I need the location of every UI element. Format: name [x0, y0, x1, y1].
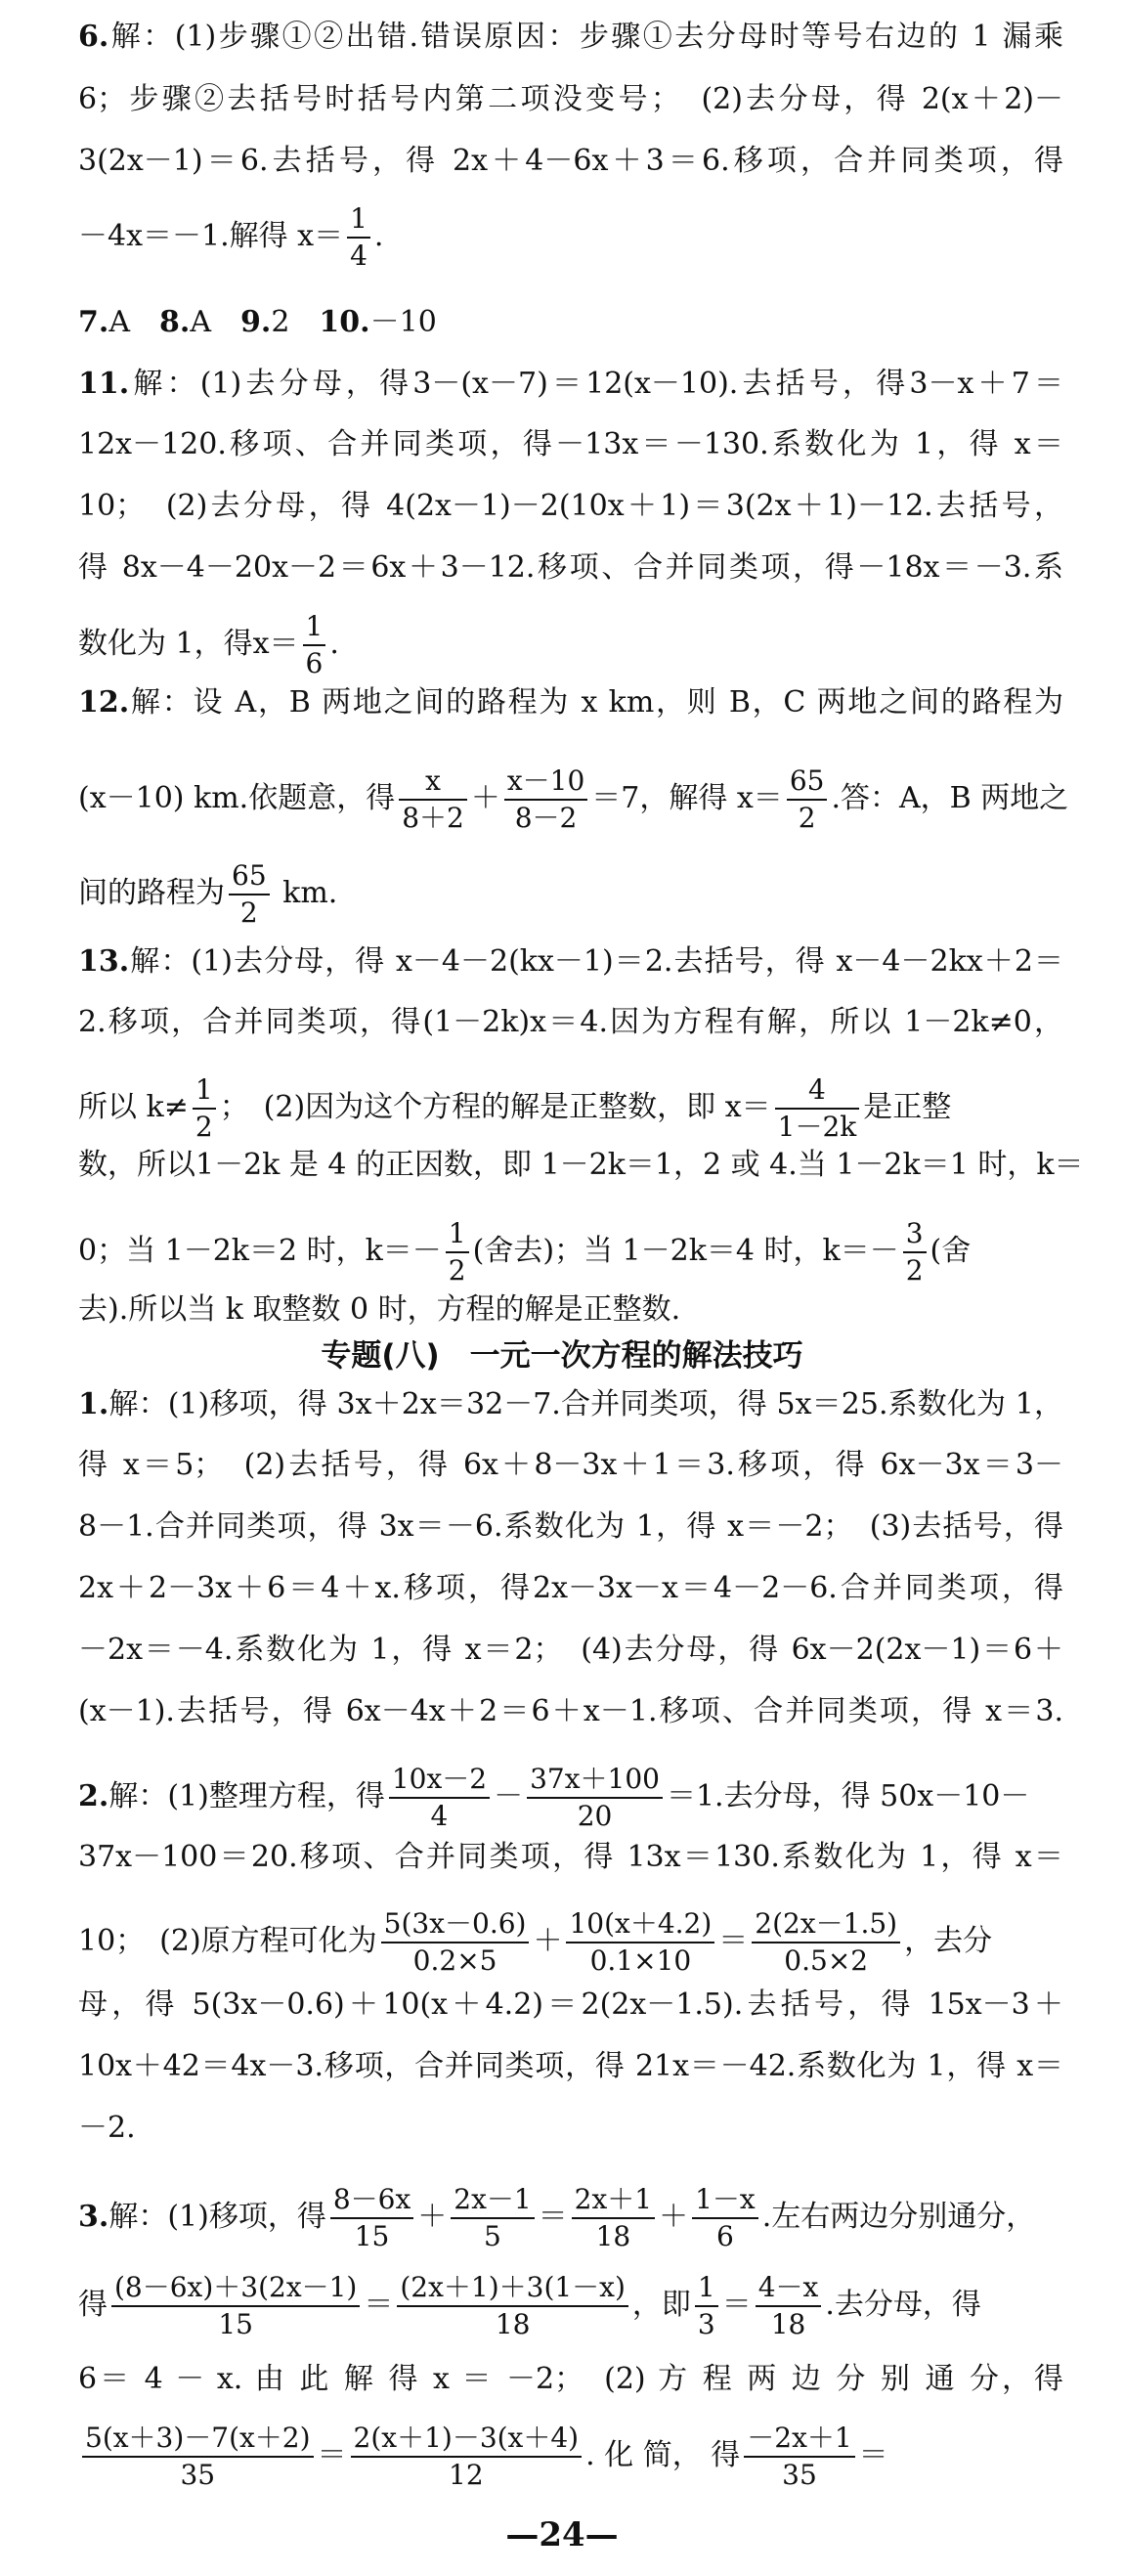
page-number: —24— — [505, 2515, 619, 2554]
fraction: $\frac{x-10}{8-2}$ — [504, 764, 587, 836]
q2-line-4: 母，得 5(3x－0.6)＋10(x＋4.2)＝2(2x－1.5).去括号，得 15x－3＋ — [78, 1987, 1063, 2022]
p11-line-3: 10； (2)去分母，得 4(2x－1)－2(10x＋1)＝3(2x＋1)－12.去括号， — [78, 489, 1063, 523]
p11-line-2: 12x－120.移项、合并同类项，得－13x＝－130.系数化为 1，得 x＝ — [78, 427, 1063, 461]
q1-line-5: －2x＝－4.系数化为 1，得 x＝2； (4)去分母，得 6x－2(2x－1)＝6＋ — [78, 1633, 1063, 1667]
fraction: $\frac{2(2x-1.5)}{0.5\times 2}$ — [752, 1906, 900, 1979]
p13-line-1: 13.解：(1)去分母，得 x－4－2(kx－1)＝2.去括号，得 x－4－2kx＋2＝ — [78, 944, 1063, 979]
q3-line-3: 6＝ 4 － x. 由 此 解 得 x ＝ －2； (2) 方 程 两 边 分 别 通 分，得 — [78, 2362, 1063, 2396]
fraction: $\frac{5(x+3)-7(x+2)}{35}$ — [82, 2421, 314, 2493]
q2-line-3: 10； (2)原方程可化为 $\frac{5(3x-0.6)}{0.2\times 5}$ ＋ $\frac{10(x+4.2)}{0.1\times 10}$ ＝ $\frac{2(2x-1.5)}{0.5\times 2}$ ，去分 — [78, 1907, 993, 1977]
p11-line-4: 得 8x－4－20x－2＝6x＋3－12.移项、合并同类项，得－18x＝－3.系 — [78, 550, 1063, 585]
fraction: $\frac{37x+100}{20}$ — [527, 1762, 663, 1834]
p11-line-1: 11.解：(1)去分母，得3－(x－7)＝12(x－10).去括号，得3－x＋7＝ — [78, 367, 1063, 401]
p6-line-1: 6.解：(1)步骤①②出错.错误原因：步骤①去分母时等号右边的 1 漏乘 — [78, 20, 1063, 54]
fraction: $\frac{65}{2}$ — [229, 858, 270, 931]
fraction: $\frac{(2x+1)+3(1-x)}{18}$ — [397, 2270, 628, 2342]
fraction: $\frac{10x-2}{4}$ — [389, 1762, 490, 1834]
fraction: $\frac{x}{8+2}$ — [399, 764, 467, 836]
fraction: $\frac{1}{2}$ — [193, 1072, 216, 1145]
p13-line-6: 去).所以当 k 取整数 0 时，方程的解是正整数. — [78, 1292, 681, 1327]
p12-line-1: 12.解：设 A，B 两地之间的路程为 x km，则 B，C 两地之间的路程为 — [78, 685, 1063, 720]
q1-line-6: (x－1).去括号，得 6x－4x＋2＝6＋x－1.移项、合并同类项，得 x＝3. — [78, 1694, 1063, 1728]
section-title: 专题(八) 一元一次方程的解法技巧 — [321, 1338, 803, 1374]
p12-line-2: (x－10) km.依题意，得 $\frac{x}{8+2}$ ＋ $\frac{x-10}{8-2}$ ＝7，解得 x＝ $\frac{65}{2}$ .答：A，B 两地之 — [78, 764, 1069, 834]
fraction: $\frac{1}{6}$ — [303, 609, 326, 681]
q1-line-4: 2x＋2－3x＋6＝4＋x.移项，得2x－3x－x＝4－2－6.合并同类项，得 — [78, 1571, 1063, 1605]
p13-line-5: 0；当 1－2k＝2 时，k＝－ $\frac{1}{2}$ (舍去)；当 1－2k＝4 时，k＝－ $\frac{3}{2}$ (舍 — [78, 1217, 972, 1287]
p11-line-5: 数化为 1，得x＝ $\frac{1}{6}$ . — [78, 610, 339, 679]
fraction: $\frac{-2x+1}{35}$ — [744, 2421, 854, 2493]
fraction: $\frac{3}{2}$ — [903, 1216, 927, 1288]
q2-line-6: －2. — [78, 2111, 136, 2145]
fraction: $\frac{4-x}{18}$ — [756, 2270, 822, 2342]
q2-line-1: 2.解：(1)整理方程，得 $\frac{10x-2}{4}$ － $\frac{37x+100}{20}$ ＝1.去分母，得 50x－10－ — [78, 1763, 1030, 1832]
fraction: $\frac{1}{3}$ — [695, 2270, 718, 2342]
fraction: $\frac{2x+1}{18}$ — [572, 2182, 655, 2254]
fraction: $\frac{65}{2}$ — [787, 764, 828, 836]
fraction: $\frac{10(x+4.2)}{0.1\times 10}$ — [566, 1906, 714, 1979]
q3-line-2: 得 $\frac{(8-6x)+3(2x-1)}{15}$ ＝ $\frac{(2x+1)+3(1-x)}{18}$ ，即 $\frac{1}{3}$ ＝ $\frac{4-x}{18}$ .去分母，得 — [78, 2271, 981, 2340]
q3-line-4: $\frac{5(x+3)-7(x+2)}{35}$ ＝ $\frac{2(x+1)-3(x+4)}{12}$ . 化 简， 得 $\frac{-2x+1}{35}$ ＝ — [78, 2421, 888, 2493]
fraction: $\frac{4}{1-2k}$ — [775, 1072, 860, 1145]
q2-line-5: 10x＋42＝4x－3.移项，合并同类项，得 21x＝－42.系数化为 1，得 x＝ — [78, 2049, 1063, 2083]
fraction: $\frac{8-6x}{15}$ — [330, 2182, 413, 2254]
p13-line-3: 所以 k≠ $\frac{1}{2}$ ； (2)因为这个方程的解是正整数，即 x＝ $\frac{4}{1-2k}$ 是正整 — [78, 1073, 952, 1143]
q1-line-2: 得 x＝5； (2)去括号，得 6x＋8－3x＋1＝3.移项，得 6x－3x＝3－ — [78, 1448, 1063, 1482]
p13-line-4: 数，所以1－2k 是 4 的正因数，即 1－2k＝1，2 或 4.当 1－2k＝1 时，k＝ — [78, 1148, 1084, 1182]
fraction: $\frac{1}{2}$ — [446, 1216, 469, 1288]
fraction: $\frac{2(x+1)-3(x+4)}{12}$ — [351, 2421, 583, 2493]
fraction: $\frac{5(3x-0.6)}{0.2\times 5}$ — [381, 1906, 530, 1979]
fraction: $\frac{1}{4}$ — [347, 201, 370, 274]
q2-line-2: 37x－100＝20.移项、合并同类项，得 13x＝130.系数化为 1，得 x＝ — [78, 1840, 1063, 1874]
q1-line-3: 8－1.合并同类项，得 3x＝－6.系数化为 1，得 x＝－2； (3)去括号，得 — [78, 1509, 1063, 1544]
p13-line-2: 2.移项，合并同类项，得(1－2k)x＝4.因为方程有解，所以 1－2k≠0， — [78, 1005, 1063, 1039]
p7-10-line: 7.A 8.A 9.2 10.－10 — [78, 305, 437, 339]
p6-line-3: 3(2x－1)＝6.去括号，得 2x＋4－6x＋3＝6.移项，合并同类项，得 — [78, 144, 1063, 178]
p6-line-2: 6；步骤②去括号时括号内第二项没变号； (2)去分母，得 2(x＋2)－ — [78, 82, 1063, 116]
q3-line-1: 3.解：(1)移项，得 $\frac{8-6x}{15}$ ＋ $\frac{2x-1}{5}$ ＝ $\frac{2x+1}{18}$ ＋ $\frac{1-x}{6}$ .左右两边分别通分， — [78, 2183, 1036, 2252]
fraction: $\frac{(8-6x)+3(2x-1)}{15}$ — [111, 2270, 360, 2342]
q1-line-1: 1.解：(1)移项，得 3x＋2x＝32－7.合并同类项，得 5x＝25.系数化为 1， — [78, 1387, 1063, 1421]
p12-line-3: 间的路程为 $\frac{65}{2}$ km. — [78, 859, 338, 929]
fraction: $\frac{2x-1}{5}$ — [451, 2182, 534, 2254]
fraction: $\frac{1-x}{6}$ — [692, 2182, 758, 2254]
p6-line-4: －4x＝－1.解得 x＝ $\frac{1}{4}$ . — [78, 202, 384, 272]
